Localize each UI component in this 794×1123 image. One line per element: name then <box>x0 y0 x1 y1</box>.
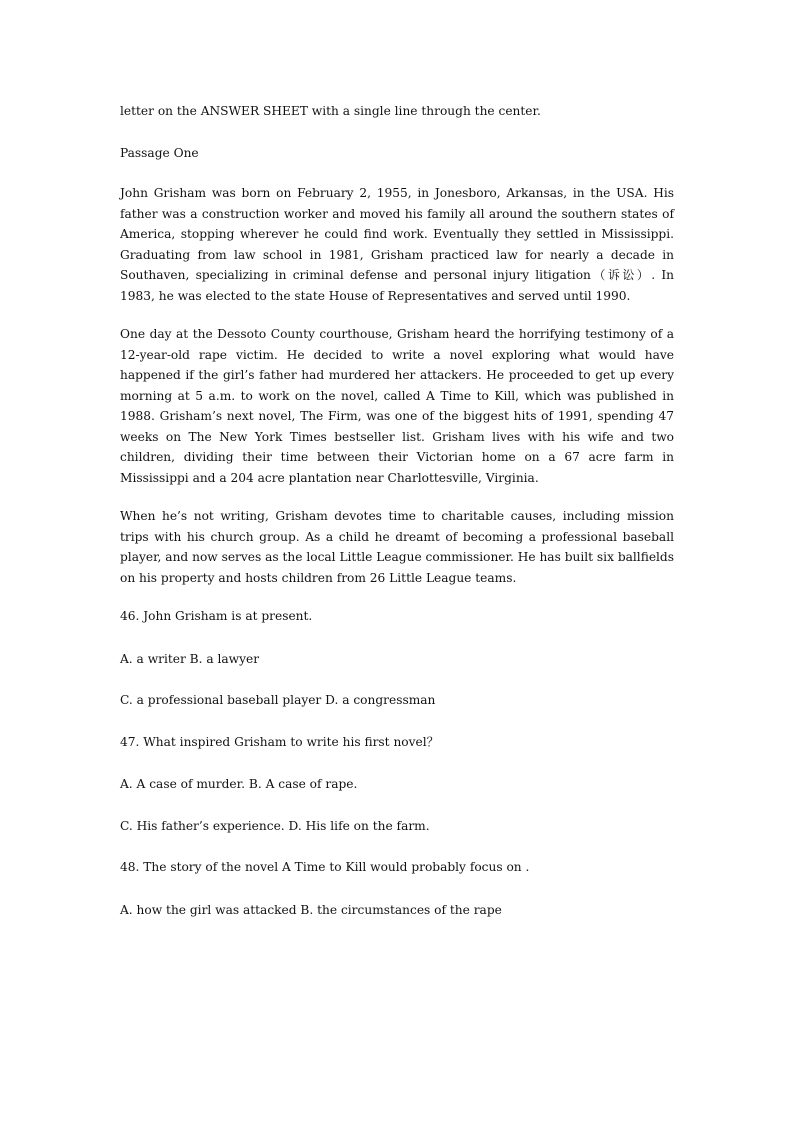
question-stem-48: 48. The story of the novel A Time to Kill would probably focus on . <box>120 860 530 874</box>
passage-title: Passage One <box>120 145 199 160</box>
passage-paragraph: When he’s not writing, Grisham devotes time to charitable causes, including mission trips with his church group. As a child he dreamt of becoming a professional baseball player, and now serves as the local Little League commissioner. He has built six ballfields on his property and hosts children from 26 Little League teams. <box>120 509 674 585</box>
intro-line: letter on the ANSWER SHEET with a single line through the center. <box>120 104 541 118</box>
document-content <box>120 101 674 941</box>
question-46-options-ab: A. a writer B. a lawyer <box>120 651 260 666</box>
question-stem-46: 46. John Grisham is at present. <box>120 609 313 623</box>
passage-paragraph: John Grisham was born on February 2, 1955, in Jonesboro, Arkansas, in the USA. His father was a construction worker and moved his family all around the southern states of America, stopping wherever he could find work. Eventually they settled in Mississippi. Graduating from law school in 1981, Grisham practiced law for nearly a decade in Southaven, specializing in criminal defense and personal injury litigation（诉讼）. In 1983, he was elected to the state House of Representatives and served until 1990. <box>120 186 674 303</box>
question-48-options-ab: A. how the girl was attacked B. the circumstances of the rape <box>120 902 502 917</box>
question-47-options-cd: C. His father’s experience. D. His life on the farm. <box>120 818 430 833</box>
question-47-options-ab: A. A case of murder. B. A case of rape. <box>120 777 358 791</box>
passage-paragraph: One day at the Dessoto County courthouse, Grisham heard the horrifying testimony of a 12-year-old rape victim. He decided to write a novel exploring what would have happened if the girl’s father had murdered her attackers. He proceeded to get up every morning at 5 a.m. to work on the novel, called A Time to Kill, which was published in 1988. Grisham’s next novel, The Firm, was one of the biggest hits of 1991, spending 47 weeks on The New York Times bestseller list. Grisham lives with his wife and two children, dividing their time between their Victorian home on a 67 acre farm in Mississippi and a 204 acre plantation near Charlottesville, Virginia. <box>120 327 674 485</box>
question-stem-47: 47. What inspired Grisham to write his first novel？ <box>120 734 439 749</box>
question-46-options-cd: C. a professional baseball player D. a congressman <box>120 693 436 707</box>
